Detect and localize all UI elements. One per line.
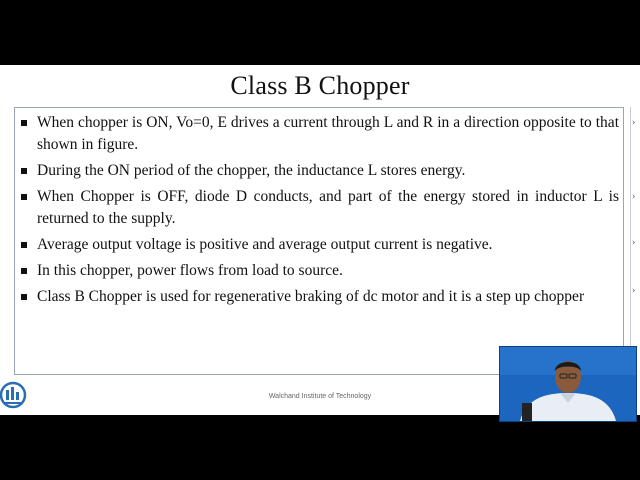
list-item	[21, 234, 619, 256]
bullet-list	[15, 108, 623, 308]
list-item	[21, 160, 619, 182]
bullet-marker-icon	[21, 194, 27, 200]
list-item	[21, 260, 619, 282]
list-item	[21, 286, 619, 308]
presenter-icon	[500, 347, 636, 421]
content-box	[14, 107, 624, 375]
bullet-text: During the ON period of the chopper, the inductance L stores energy.	[37, 162, 466, 179]
bullet-text: Class B Chopper is used for regenerative braking of dc motor and it is a step up chopper	[37, 288, 585, 305]
edge-glyph-icon: ›	[632, 237, 636, 248]
bullet-marker-icon	[21, 242, 27, 248]
bullet-text: In this chopper, power flows from load to source.	[37, 262, 343, 279]
list-item	[21, 112, 619, 156]
bullet-marker-icon	[21, 168, 27, 174]
footer-text: Walchand Institute of Technology	[268, 393, 372, 400]
list-item	[21, 186, 619, 230]
bullet-marker-icon	[21, 268, 27, 274]
edge-glyph-icon: ›	[632, 191, 636, 202]
bullet-marker-icon	[21, 294, 27, 300]
bullet-text: When Chopper is OFF, diode D conducts, and part of the energy stored in inductor L is returned to the supply.	[37, 188, 619, 227]
bullet-text: When chopper is ON, Vo=0, E drives a current through L and R in a direction opposite to that shown in figure.	[37, 114, 619, 153]
presenter-webcam	[499, 346, 637, 422]
bullet-text: Average output voltage is positive and average output current is negative.	[37, 236, 493, 253]
edge-glyph-icon: ›	[632, 285, 636, 296]
slide-title: Class B Chopper	[230, 71, 410, 100]
bullet-marker-icon	[21, 120, 27, 126]
edge-glyph-icon: ›	[632, 117, 636, 128]
